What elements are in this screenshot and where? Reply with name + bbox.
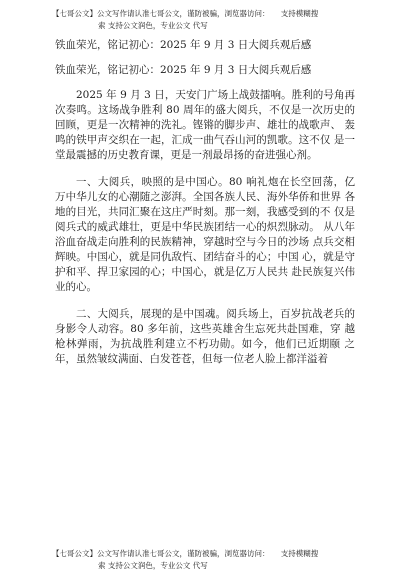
header-line-2: 索 支持公文润色，专业公文 代写	[98, 21, 208, 30]
footer-line-1: 【七哥公文】公文写作请认准七哥公文，谨防被骗，浏览器访问： 支持模糊搜	[52, 549, 319, 558]
footer-line-2: 索 支持公文润色，专业公文 代写	[98, 561, 208, 570]
section-two-paragraph: 二、大阅兵，展现的是中国魂。阅兵场上，百岁抗战老兵的身影令人动容。80 多年前，这些英雄舍生忘死共赴国难，穿 越枪林弹雨，为抗战胜利建立不朽功勋。如今，他们已近期颐 之年，虽然皱纹满面、白发苍苍，但每一位老人脸上都洋溢着	[55, 308, 355, 365]
intro-paragraph: 2025 年 9 月 3 日，天安门广场上战鼓擂响。胜利的号角再 次奏鸣。这场战争胜利 80 周年的盛大阅兵，不仅是一次历史的 回顾，更是一次精神的洗礼。铿锵的脚步声、雄壮的战歌声、 轰鸣的铁甲声交织在一起，汇成一曲气吞山河的凯歌。这不仅 是一堂最震撼的历史教育课，更是一剂最昂扬的奋进强心剂。	[55, 89, 355, 161]
document-title-repeat: 铁血荣光，铭记初心：2025 年 9 月 3 日大阅兵观后感	[55, 64, 312, 76]
header-line-1: 【七哥公文】公文写作请认准七哥公文，谨防被骗，浏览器访问： 支持模糊搜	[52, 9, 319, 18]
document-title: 铁血荣光，铭记初心：2025 年 9 月 3 日大阅兵观后感	[55, 39, 312, 51]
document-body	[55, 38, 355, 379]
section-one-paragraph: 一、大阅兵，映照的是中国心。80 响礼炮在长空回荡，亿 万中华儿女的心潮随之澎湃。全国各族人民、海外华侨和世界 各地的目光，共同汇聚在这庄严时刻。那一刻，我感受到的不 仅是阅兵式的威武雄壮，更是中华民族团结一心的炽烈脉动。 从八年浴血奋战走向胜利的民族精神，穿越时空与今日的沙场 点兵交相辉映。中国心，就是同仇敌忾、团结奋斗的心；中国 心，就是守护和平、捍卫家园的心；中国心，就是亿万人民共 赴民族复兴伟业的心。	[55, 176, 355, 293]
